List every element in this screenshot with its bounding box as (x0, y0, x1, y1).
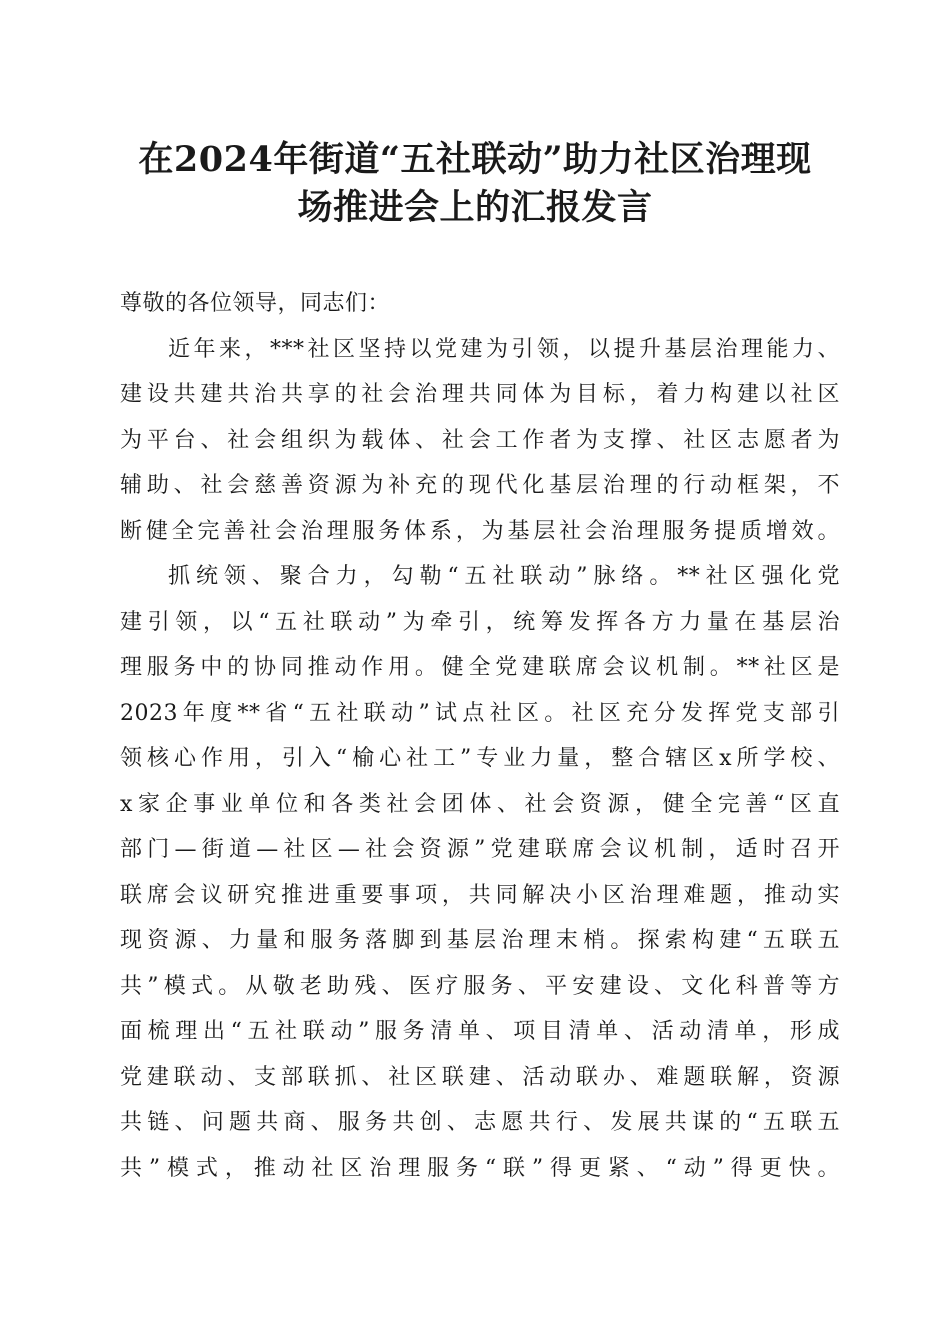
paragraph-line: 为平台、社会组织为载体、社会工作者为支撑、社区志愿者为 (120, 427, 840, 453)
paragraph-line: 党建联动、支部联抓、社区联建、活动联办、难题联解，资源 (120, 1064, 840, 1090)
paragraph-line: 建引领，以“五社联动”为牵引，统筹发挥各方力量在基层治 (120, 609, 840, 635)
paragraph-line: 2023年度**省“五社联动”试点社区。社区充分发挥党支部引 (120, 700, 840, 726)
paragraph-line: 共”模式，推动社区治理服务“联”得更紧、“动”得更快。 (120, 1155, 840, 1181)
paragraph-1 (120, 327, 840, 555)
paragraph-line: 面梳理出“五社联动”服务清单、项目清单、活动清单，形成 (120, 1019, 840, 1044)
paragraph-2 (120, 554, 840, 1191)
paragraph-line: 联席会议研究推进重要事项，共同解决小区治理难题，推动实 (120, 882, 840, 908)
title-line-1: 在2024年街道“五社联动”助力社区治理现 (138, 139, 812, 180)
paragraph-line: 共”模式。从敬老助残、医疗服务、平安建设、文化科普等方 (120, 973, 840, 999)
paragraph-line: 共链、问题共商、服务共创、志愿共行、发展共谋的“五联五 (120, 1110, 840, 1135)
paragraph-line: x家企事业单位和各类社会团体、社会资源，健全完善“区直 (120, 791, 840, 817)
paragraph-line: 抓统领、聚合力，勾勒“五社联动”脉络。**社区强化党 (168, 564, 840, 589)
paragraph-line: 部门—街道—社区—社会资源”党建联席会议机制，适时召开 (120, 837, 840, 862)
document-body (120, 281, 840, 1191)
paragraph-line: 理服务中的协同推动作用。健全党建联席会议机制。**社区是 (120, 655, 840, 680)
paragraph-line: 近年来，***社区坚持以党建为引领，以提升基层治理能力、 (168, 336, 840, 362)
paragraph-line: 现资源、力量和服务落脚到基层治理末梢。探索构建“五联五 (120, 928, 840, 953)
title-line-2: 场推进会上的汇报发言 (297, 187, 653, 228)
salutation: 尊敬的各位领导，同志们： (120, 291, 391, 316)
paragraph-line: 领核心作用，引入“榆心社工”专业力量，整合辖区x所学校、 (120, 746, 840, 771)
paragraph-line: 建设共建共治共享的社会治理共同体为目标，着力构建以社区 (120, 382, 840, 407)
paragraph-line: 辅助、社会慈善资源为补充的现代化基层治理的行动框架，不 (120, 473, 840, 498)
paragraph-line: 断健全完善社会治理服务体系，为基层社会治理服务提质增效。 (120, 518, 840, 544)
document-title (110, 136, 840, 232)
